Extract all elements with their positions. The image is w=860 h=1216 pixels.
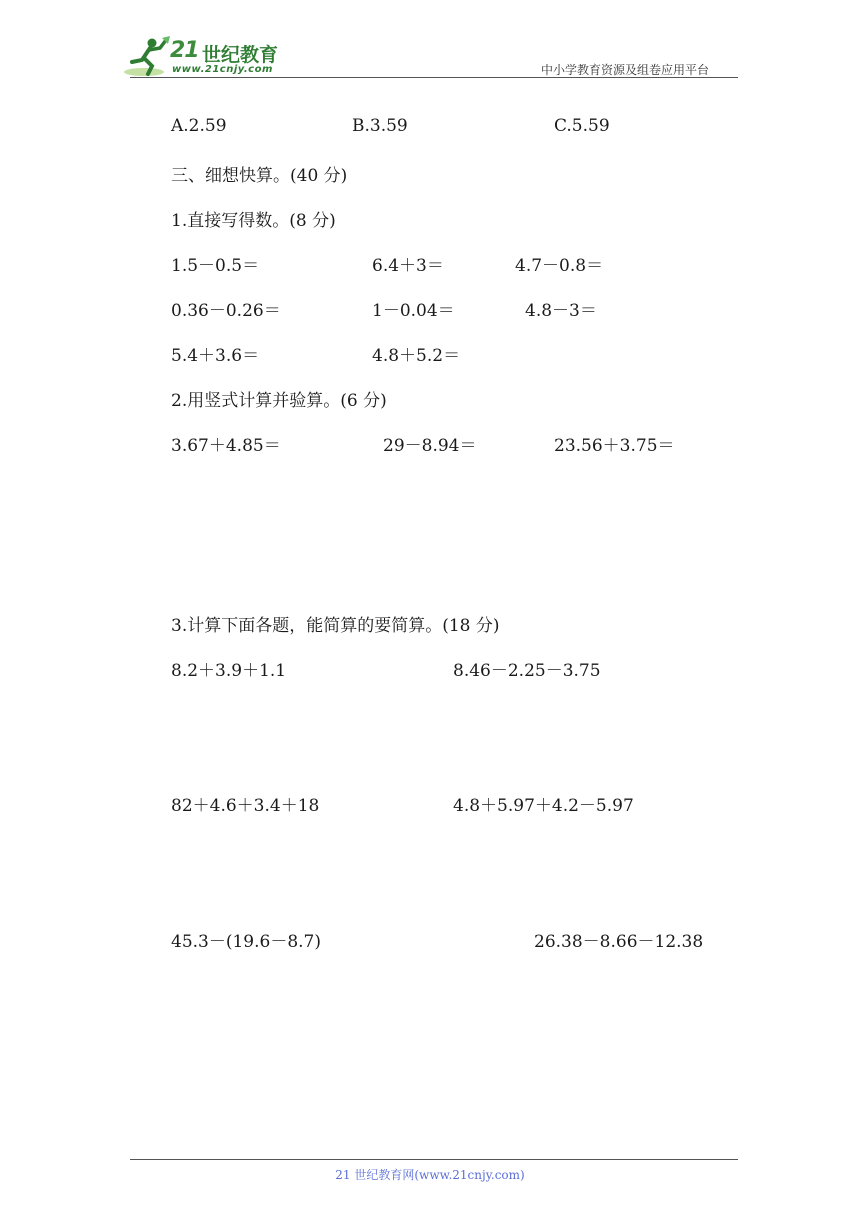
part2-title: 2.用竖式计算并验算。(6 分) [171, 391, 387, 411]
mental-calc-item: 1－0.04＝ [372, 301, 455, 321]
mental-calc-item: 4.7－0.8＝ [515, 256, 604, 276]
choice-c: C.5.59 [554, 116, 610, 136]
choice-a: A.2.59 [171, 116, 227, 136]
mental-calc-item: 1.5－0.5＝ [171, 256, 260, 276]
simplify-calc-item: 45.3－(19.6－8.7) [171, 932, 322, 952]
logo-name: 世纪教育 [202, 44, 279, 66]
logo-url: www.21cnjy.com [172, 64, 273, 75]
mental-calc-item: 4.8－3＝ [525, 301, 597, 321]
footer-link[interactable]: 21 世纪教育网(www.21cnjy.com) [335, 1168, 525, 1182]
simplify-calc-item: 8.2＋3.9＋1.1 [171, 661, 287, 681]
vertical-calc-item: 3.67＋4.85＝ [171, 436, 281, 456]
simplify-calc-item: 82＋4.6＋3.4＋18 [171, 796, 320, 816]
simplify-calc-item: 26.38－8.66－12.38 [534, 932, 704, 952]
mental-calc-item: 6.4＋3＝ [372, 256, 444, 276]
runner-logo-icon [122, 36, 172, 80]
header-tagline: 中小学教育资源及组卷应用平台 [541, 63, 710, 77]
choice-b: B.3.59 [352, 116, 408, 136]
mental-calc-item: 5.4＋3.6＝ [171, 346, 260, 366]
logo-number: 21 [170, 38, 199, 63]
vertical-calc-item: 29－8.94＝ [383, 436, 477, 456]
footer-divider [130, 1159, 738, 1160]
mental-calc-item: 4.8＋5.2＝ [372, 346, 461, 366]
part1-title: 1.直接写得数。(8 分) [171, 211, 336, 231]
site-logo [122, 36, 302, 80]
vertical-calc-item: 23.56＋3.75＝ [554, 436, 675, 456]
header-divider [130, 77, 738, 78]
mental-calc-item: 0.36－0.26＝ [171, 301, 281, 321]
simplify-calc-item: 8.46－2.25－3.75 [453, 661, 601, 681]
part3-title: 3.计算下面各题，能简算的要简算。(18 分) [171, 616, 500, 636]
section-title: 三、细想快算。(40 分) [171, 166, 348, 186]
simplify-calc-item: 4.8＋5.97＋4.2－5.97 [453, 796, 634, 816]
